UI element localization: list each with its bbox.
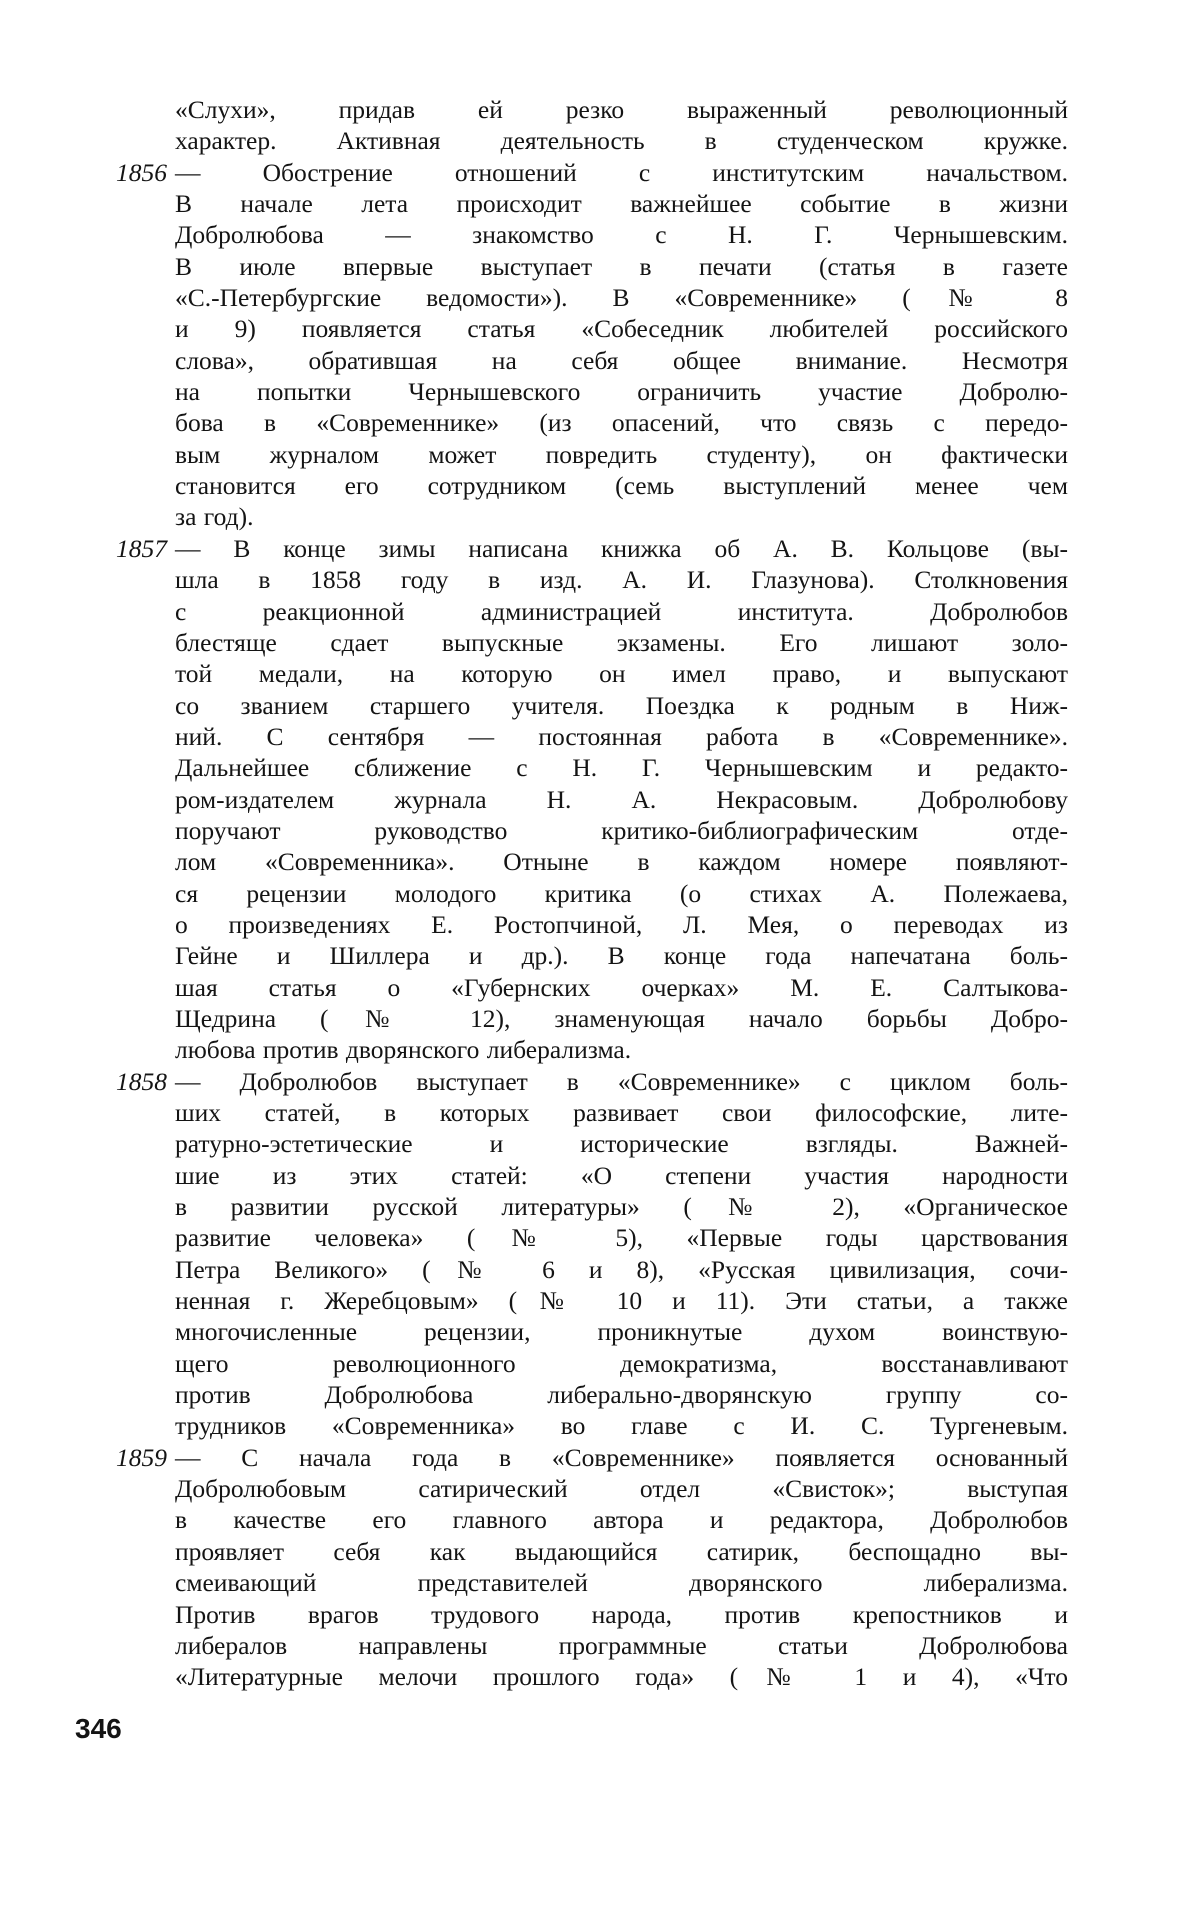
line-text: шие из этих статей: «О степени участия народности [175, 1160, 1068, 1191]
line-text: ратурно-эстетические и исторические взгляды. Важней- [175, 1128, 1068, 1159]
line-text: Дальнейшее сближение с Н. Г. Чернышевским и редакто- [175, 752, 1068, 783]
line-text: той медали, на которую он имел право, и выпускают [175, 658, 1068, 689]
text-line [175, 1254, 1068, 1285]
text-line [175, 1348, 1068, 1379]
line-text: за год). [175, 501, 1068, 532]
text-line [175, 282, 1068, 313]
text-line [175, 1536, 1068, 1567]
line-text: в качестве его главного автора и редактора, Добролюбов [175, 1504, 1068, 1535]
line-text: лом «Современника». Отныне в каждом номере появляют- [175, 846, 1068, 877]
line-text: Гейне и Шиллера и др.). В конце года напечатана боль- [175, 940, 1068, 971]
line-text: трудников «Современника» во главе с И. С. Тургеневым. [175, 1410, 1068, 1441]
text-line [175, 721, 1068, 752]
text-line [175, 376, 1068, 407]
line-text: проявляет себя как выдающийся сатирик, беспощадно вы- [175, 1536, 1068, 1567]
line-text: поручают руководство критико-библиографическим отде- [175, 815, 1068, 846]
text-line [175, 815, 1068, 846]
line-text: Добролюбовым сатирический отдел «Свисток»; выступая [175, 1473, 1068, 1504]
line-text: Щедрина (№ 12), знаменующая начало борьбы Добро- [175, 1003, 1068, 1034]
text-line [175, 972, 1068, 1003]
year-label: 1859 [116, 1442, 167, 1473]
text-line [175, 752, 1068, 783]
text-line [175, 1160, 1068, 1191]
text-line [175, 407, 1068, 438]
text-line [175, 188, 1068, 219]
line-text: смеивающий представителей дворянского либерализма. [175, 1567, 1068, 1598]
text-line [175, 1222, 1068, 1253]
line-text: В начале лета происходит важнейшее событие в жизни [175, 188, 1068, 219]
line-text: с реакционной администрацией института. Добролюбов [175, 596, 1068, 627]
text-line [175, 439, 1068, 470]
text-line [175, 94, 1068, 125]
text-line [175, 1442, 1068, 1473]
line-text: — С начала года в «Современнике» появляется основанный [175, 1442, 1068, 1473]
line-text: блестяще сдает выпускные экзамены. Его лишают золо- [175, 627, 1068, 658]
text-line [175, 470, 1068, 501]
line-text: в развитии русской литературы» (№ 2), «Органическое [175, 1191, 1068, 1222]
text-line [175, 1504, 1068, 1535]
text-line [175, 1034, 1068, 1065]
text-line [175, 313, 1068, 344]
line-text: «Литературные мелочи прошлого года» (№ 1 и 4), «Что [175, 1661, 1068, 1692]
line-text: становится его сотрудником (семь выступлений менее чем [175, 470, 1068, 501]
line-text: многочисленные рецензии, проникнутые духом воинствую- [175, 1316, 1068, 1347]
text-line [175, 690, 1068, 721]
text-line [175, 1410, 1068, 1441]
line-text: шла в 1858 году в изд. А. И. Глазунова). Столкновения [175, 564, 1068, 595]
line-text: В июле впервые выступает в печати (статья в газете [175, 251, 1068, 282]
line-text: Против врагов трудового народа, против крепостников и [175, 1599, 1068, 1630]
line-text: слова», обратившая на себя общее внимание. Несмотря [175, 345, 1068, 376]
text-line [175, 1128, 1068, 1159]
text-line [175, 1630, 1068, 1661]
text-line [175, 658, 1068, 689]
line-text: Петра Великого» (№ 6 и 8), «Русская цивилизация, сочи- [175, 1254, 1068, 1285]
text-line [175, 501, 1068, 532]
line-text: со званием старшего учителя. Поездка к родным в Ниж- [175, 690, 1068, 721]
line-text: развитие человека» (№ 5), «Первые годы царствования [175, 1222, 1068, 1253]
text-line [175, 219, 1068, 250]
text-line [175, 564, 1068, 595]
text-line [175, 1379, 1068, 1410]
line-text: бова в «Современнике» (из опасений, что связь с передо- [175, 407, 1068, 438]
line-text: любова против дворянского либерализма. [175, 1034, 1068, 1065]
text-line [175, 1599, 1068, 1630]
text-line [175, 1285, 1068, 1316]
text-line [175, 345, 1068, 376]
line-text: ся рецензии молодого критика (о стихах А. Полежаева, [175, 878, 1068, 909]
line-text: против Добролюбова либерально-дворянскую группу со- [175, 1379, 1068, 1410]
line-text: — Добролюбов выступает в «Современнике» с циклом боль- [175, 1066, 1068, 1097]
line-text: о произведениях Е. Ростопчиной, Л. Мея, о переводах из [175, 909, 1068, 940]
line-text: Добролюбова — знакомство с Н. Г. Чернышевским. [175, 219, 1068, 250]
text-line [175, 1066, 1068, 1097]
line-text: «Слухи», придав ей резко выраженный революционный [175, 94, 1068, 125]
year-label: 1856 [116, 157, 167, 188]
book-page [0, 0, 1200, 1907]
text-line [175, 125, 1068, 156]
line-text: шая статья о «Губернских очерках» М. Е. Салтыкова- [175, 972, 1068, 1003]
text-line [175, 846, 1068, 877]
year-label: 1858 [116, 1066, 167, 1097]
text-line [175, 627, 1068, 658]
line-text: на попытки Чернышевского ограничить участие Добролю- [175, 376, 1068, 407]
line-text: щего революционного демократизма, восстанавливают [175, 1348, 1068, 1379]
text-line [175, 940, 1068, 971]
line-text: ний. С сентября — постоянная работа в «Современнике». [175, 721, 1068, 752]
text-line [175, 1316, 1068, 1347]
line-text: характер. Активная деятельность в студенческом кружке. [175, 125, 1068, 156]
text-line [175, 157, 1068, 188]
text-line [175, 1003, 1068, 1034]
text-line [175, 1473, 1068, 1504]
text-line [175, 878, 1068, 909]
line-text: и 9) появляется статья «Собеседник любителей российского [175, 313, 1068, 344]
line-text: вым журналом может повредить студенту), он фактически [175, 439, 1068, 470]
line-text: ненная г. Жеребцовым» (№ 10 и 11). Эти статьи, а также [175, 1285, 1068, 1316]
text-line [175, 596, 1068, 627]
year-label: 1857 [116, 533, 167, 564]
chronology-text [175, 94, 1068, 1693]
text-line [175, 1661, 1068, 1692]
text-line [175, 251, 1068, 282]
line-text: «С.-Петербургские ведомости»). В «Современнике» (№ 8 [175, 282, 1068, 313]
line-text: — Обострение отношений с институтским начальством. [175, 157, 1068, 188]
text-line [175, 784, 1068, 815]
text-line [175, 533, 1068, 564]
text-line [175, 1191, 1068, 1222]
page-number: 346 [75, 1713, 122, 1745]
line-text: ром-издателем журнала Н. А. Некрасовым. Добролюбову [175, 784, 1068, 815]
text-line [175, 1097, 1068, 1128]
line-text: либералов направлены программные статьи Добролюбова [175, 1630, 1068, 1661]
text-line [175, 909, 1068, 940]
line-text: — В конце зимы написана книжка об А. В. Кольцове (вы- [175, 533, 1068, 564]
line-text: ших статей, в которых развивает свои философские, лите- [175, 1097, 1068, 1128]
text-line [175, 1567, 1068, 1598]
